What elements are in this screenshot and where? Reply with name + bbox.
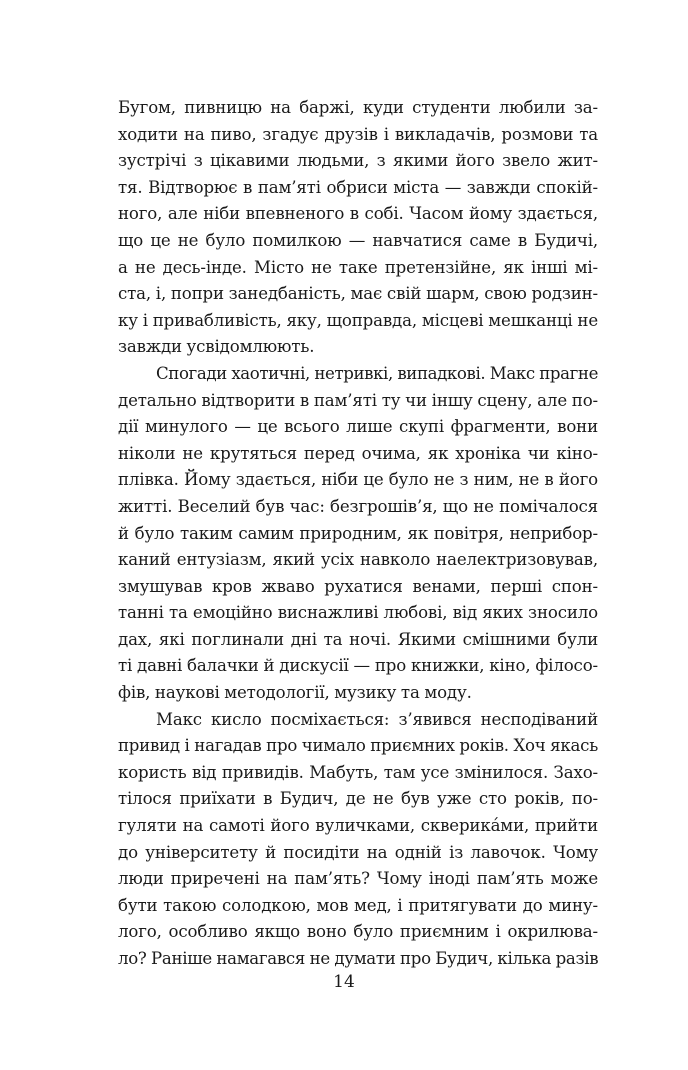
- text-line: користь від привидів. Мабуть, там усе змінилося. Захо-: [118, 762, 598, 782]
- text-line: привид і нагадав про чимало приємних років. Хоч якась: [118, 736, 598, 756]
- text-line: й було таким самим природним, як повітря, неприбор-: [118, 523, 598, 543]
- text-line: Бугом, пивницю на баржі, куди студенти любили за-: [118, 98, 598, 117]
- text-line: танні та емоційно виснажливі любові, від яких зносило: [118, 603, 598, 623]
- text-line: а не десь-інде. Місто не таке претензійне, як інші мі-: [118, 257, 598, 277]
- text-line: дії минулого — це всього лише скупі фрагменти, вони: [118, 417, 598, 437]
- text-line: тя. Відтворює в пам’яті обриси міста — завжди спокій-: [118, 177, 598, 197]
- text-line: дах, які поглинали дні та ночі. Якими смішними були: [118, 629, 598, 649]
- text-line: бути такою солодкою, мов мед, і притягувати до мину-: [118, 895, 598, 915]
- text-line: ло? Раніше намагався не думати про Будич, кілька разів: [118, 949, 599, 968]
- text-line: житті. Веселий був час: безгрошів’я, що не помічалося: [118, 496, 598, 516]
- text-line: лого, особливо якщо воно було приємним і окрилюва-: [118, 922, 598, 942]
- text-line: завжди усвідомлюють.: [118, 337, 315, 357]
- page-number: 14: [333, 972, 355, 992]
- text-line: люди приречені на пам’ять? Чому іноді пам’ять може: [118, 869, 598, 889]
- text-line: до університету й посидіти на одній із лавочок. Чому: [118, 842, 598, 862]
- text-line: плівка. Йому здається, ніби це було не з ним, не в його: [118, 470, 598, 490]
- text-line: Спогади хаотичні, нетривкі, випадкові. Макс прагне: [156, 363, 598, 383]
- text-line: що це не було помилкою — навчатися саме в Будичі,: [118, 230, 598, 250]
- text-line: ного, але ніби впевненого в собі. Часом йому здається,: [118, 204, 598, 224]
- text-line: ходити на пиво, згадує друзів і викладачів, розмови та: [118, 124, 598, 144]
- text-line: детально відтворити в пам’яті ту чи іншу сцену, але по-: [118, 390, 598, 410]
- text-line: каний ентузіазм, який усіх навколо наелектризовував,: [118, 550, 598, 570]
- body-text: [118, 95, 598, 973]
- text-line: змушував кров жваво рухатися венами, перші спон-: [118, 576, 598, 596]
- text-line: ті давні балачки й дискусії — про книжки, кіно, філосо-: [118, 656, 598, 676]
- text-line: ста, і, попри занедбаність, має свій шарм, свою родзин-: [118, 284, 598, 304]
- text-line: тілося приїхати в Будич, де не був уже сто років, по-: [118, 789, 598, 809]
- text-line: зустрічі з цікавими людьми, з якими його звело жит-: [118, 151, 598, 171]
- text-line: гуляти на самоті його вуличками, скверикáми, прийти: [118, 816, 598, 836]
- text-line: ніколи не крутяться перед очима, як хроніка чи кіно-: [118, 443, 598, 463]
- text-line: ку і привабливість, яку, щоправда, місцеві мешканці не: [118, 310, 598, 330]
- text-line: Макс кисло посміхається: з’явився несподіваний: [156, 709, 598, 729]
- text-line: фів, наукові методології, музику та моду.: [118, 683, 472, 703]
